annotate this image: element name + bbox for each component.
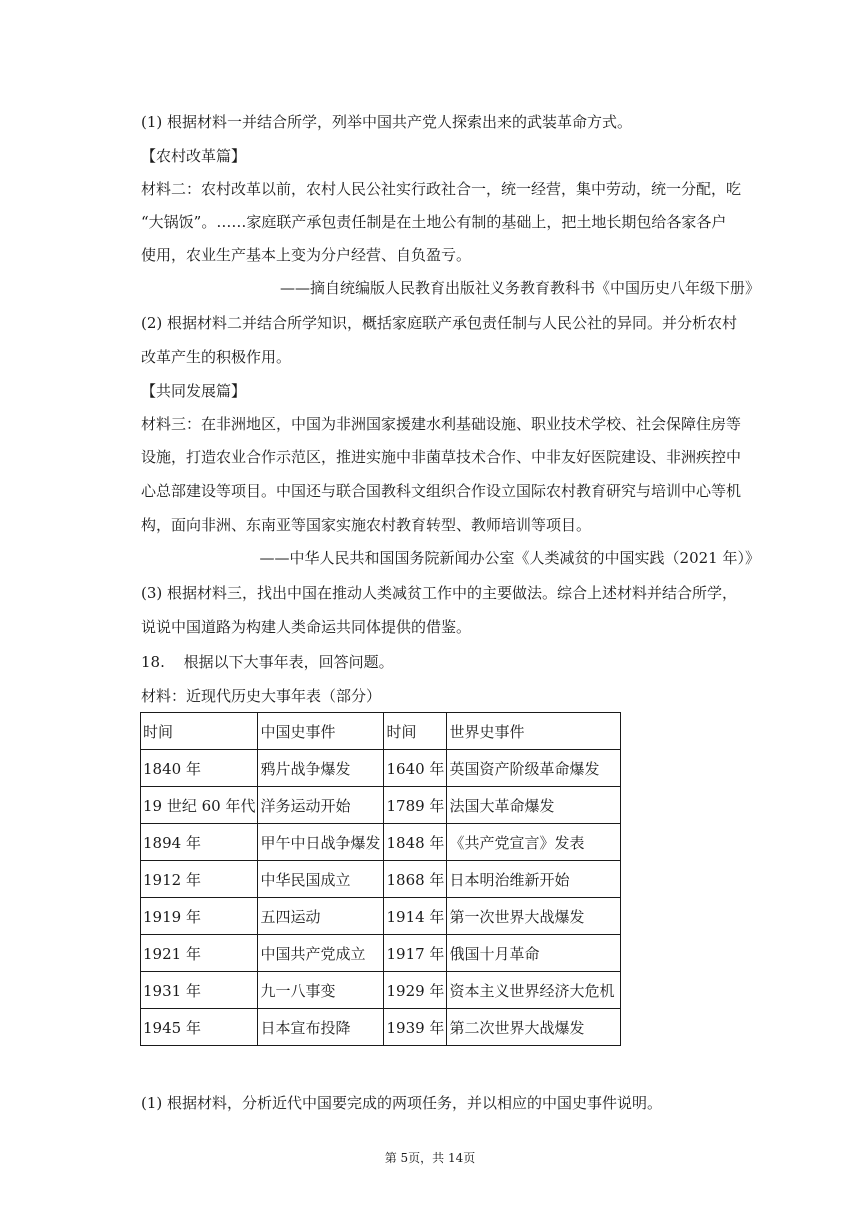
table-cell: 1914 年 [384,898,447,935]
table-cell: 第一次世界大战爆发 [447,898,621,935]
table-row [141,824,621,861]
material-2-line: 使用，农业生产基本上变为分户经营、自负盈亏。 [141,246,472,264]
page-footer: 第 5页，共 14页 [384,1151,476,1165]
table-cell: 1921 年 [141,935,258,972]
question-18-number: 18. [141,653,165,671]
question-18-part-1: (1) 根据材料，分析近代中国要完成的两项任务，并以相应的中国史事件说明。 [141,1094,663,1112]
table-row [141,1009,621,1046]
table-cell: 甲午中日战争爆发 [258,824,384,861]
header-cell: 世界史事件 [447,713,621,750]
section-heading-rural-reform: 【农村改革篇】 [141,147,247,165]
table-cell: 1929 年 [384,972,447,1009]
table-cell: 1868 年 [384,861,447,898]
table-cell: 法国大革命爆发 [447,787,621,824]
question-1: (1) 根据材料一并结合所学，列举中国共产党人探索出来的武装革命方式。 [141,113,633,131]
table-row [141,898,621,935]
question-3-line: (3) 根据材料三，找出中国在推动人类减贫工作中的主要做法。综合上述材料并结合所学， [141,584,738,602]
table-cell: 中华民国成立 [258,861,384,898]
material-3-line: 设施，打造农业合作示范区，推进实施中非菌草技术合作、中非友好医院建设、非洲疾控中 [141,448,742,466]
material-2-source: ——摘自统编版人民教育出版社义务教育教科书《中国历史八年级下册》 [279,279,760,297]
table-row [141,935,621,972]
table-cell: 资本主义世界经济大危机 [447,972,621,1009]
table-cell: 鸦片战争爆发 [258,750,384,787]
table-cell: 英国资产阶级革命爆发 [447,750,621,787]
question-2-line: 改革产生的积极作用。 [141,348,292,366]
table-header-row [141,713,621,750]
question-18 [141,652,394,672]
table-cell: 五四运动 [258,898,384,935]
table-cell: 第二次世界大战爆发 [447,1009,621,1046]
table-cell: 1789 年 [384,787,447,824]
table-cell: 1917 年 [384,935,447,972]
table-cell: 1931 年 [141,972,258,1009]
table-row [141,861,621,898]
table-cell: 洋务运动开始 [258,787,384,824]
table-row [141,750,621,787]
table-cell: 中国共产党成立 [258,935,384,972]
table-cell: 1848 年 [384,824,447,861]
table-cell: 《共产党宣言》发表 [447,824,621,861]
table-cell: 1912 年 [141,861,258,898]
material-2-line: “大锅饭”。……家庭联产承包责任制是在土地公有制的基础上，把土地长期包给各家各户 [141,213,727,231]
header-cell: 时间 [384,713,447,750]
table-row [141,972,621,1009]
table-cell: 九一八事变 [258,972,384,1009]
material-3-line: 心总部建设等项目。中国还与联合国教科文组织合作设立国际农村教育研究与培训中心等机 [141,482,742,500]
table-cell: 1840 年 [141,750,258,787]
question-18-prompt: 根据以下大事年表，回答问题。 [183,653,394,671]
material-3-line: 构，面向非洲、东南亚等国家实施农村教育转型、教师培训等项目。 [141,516,592,534]
table-cell: 1939 年 [384,1009,447,1046]
header-cell: 中国史事件 [258,713,384,750]
section-heading-common-development: 【共同发展篇】 [141,382,247,400]
table-row [141,787,621,824]
material-3-source: ——中华人民共和国国务院新闻办公室《人类减贫的中国实践（2021 年）》 [259,549,760,567]
header-cell: 时间 [141,713,258,750]
table-cell: 日本宣布投降 [258,1009,384,1046]
events-table [140,712,621,1046]
table-cell: 1945 年 [141,1009,258,1046]
table-cell: 日本明治维新开始 [447,861,621,898]
material-2-line: 材料二：农村改革以前，农村人民公社实行政社合一，统一经营，集中劳动，统一分配，吃 [141,180,742,198]
table-cell: 1919 年 [141,898,258,935]
table-cell: 1640 年 [384,750,447,787]
question-3-line: 说说中国道路为构建人类命运共同体提供的借鉴。 [141,618,472,636]
question-2-line: (2) 根据材料二并结合所学知识，概括家庭联产承包责任制与人民公社的异同。并分析农村 [141,314,738,332]
material-3-line: 材料三：在非洲地区，中国为非洲国家援建水利基础设施、职业技术学校、社会保障住房等 [141,415,742,433]
table-cell: 俄国十月革命 [447,935,621,972]
table-cell: 19 世纪 60 年代 [141,787,258,824]
table-caption: 材料：近现代历史大事年表（部分） [141,687,382,705]
table-cell: 1894 年 [141,824,258,861]
